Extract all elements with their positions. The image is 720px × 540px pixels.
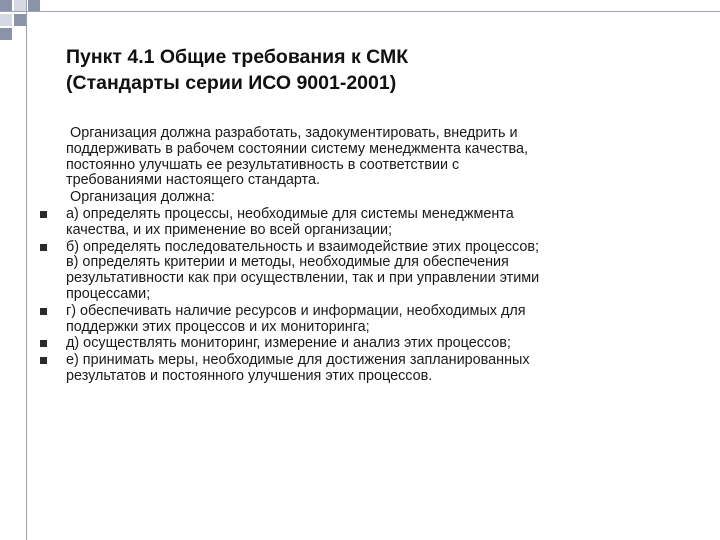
list-item [40, 240, 690, 303]
text-line: требованиями настоящего стандарта. [66, 172, 320, 189]
text-line [66, 126, 690, 142]
text-line: результатов и постоянного улучшения этих процессов. [66, 367, 433, 384]
decor-square [0, 28, 12, 40]
text-line [66, 190, 690, 206]
text-line: поддержки этих процессов и их мониторинга; [66, 318, 370, 335]
decor-square [14, 14, 26, 26]
decor-square [0, 14, 12, 26]
text-line: в) определять критерии и методы, необходимые для обеспечения [66, 254, 509, 271]
text-line: процессами; [66, 285, 151, 302]
text-line: г) обеспечивать наличие ресурсов и информации, необходимых для [66, 302, 526, 319]
list-item [40, 207, 690, 239]
lead-paragraph [40, 190, 690, 206]
text-span: Организация должна: [70, 189, 215, 206]
bullet-icon [40, 308, 47, 315]
intro-paragraph [40, 126, 690, 189]
text-line: а) определять процессы, необходимые для системы менеджмента [66, 205, 514, 222]
bullet-icon [40, 211, 47, 218]
slide-body [40, 126, 690, 385]
text-line: д) осуществлять мониторинг, измерение и анализ этих процессов; [66, 335, 511, 352]
slide-title [66, 44, 686, 96]
top-rule [0, 11, 720, 12]
text-line: поддерживать в рабочем состоянии систему менеджмента качества, [66, 140, 528, 157]
bullet-icon [40, 357, 47, 364]
title-line: Пункт 4.1 Общие требования к СМК [66, 46, 409, 68]
text-line: результативности как при осуществлении, так и при управлении этими [66, 270, 540, 287]
list-item [40, 304, 690, 336]
list-item [40, 336, 690, 352]
text-line: постоянно улучшать ее результативность в соответствии с [66, 156, 460, 173]
text-line: е) принимать меры, необходимые для достижения запланированных [66, 352, 530, 369]
corner-decoration [0, 0, 120, 40]
text-span: Организация должна разработать, задокументировать, внедрить и [70, 125, 518, 141]
text-line: б) определять последовательность и взаимодействие этих процессов; [66, 238, 540, 255]
bullet-icon [40, 340, 47, 347]
side-rule [26, 0, 27, 540]
bullet-icon [40, 244, 47, 251]
title-line: (Стандарты серии ИСО 9001-2001) [66, 72, 397, 94]
text-line: качества, и их применение во всей организации; [66, 221, 393, 238]
list-item [40, 353, 690, 385]
